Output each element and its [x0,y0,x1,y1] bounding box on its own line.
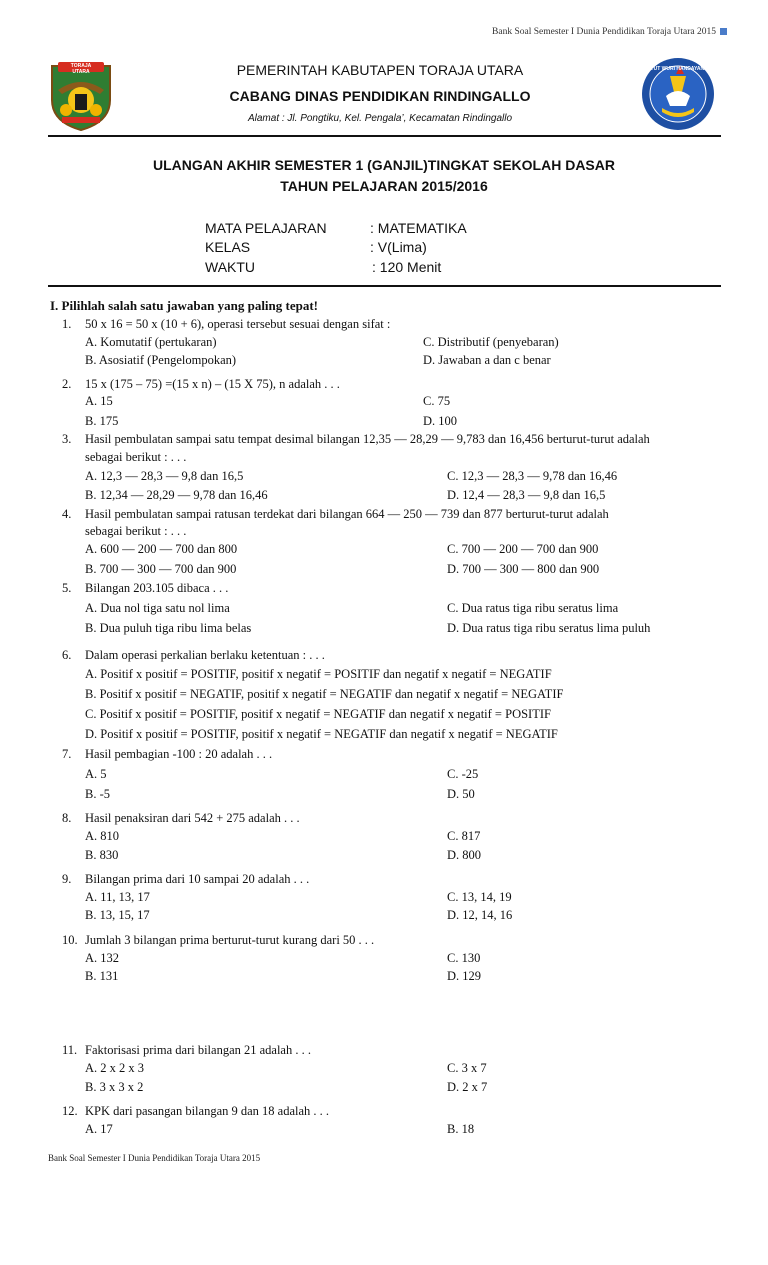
option-a: A. Dua nol tiga satu nol lima [85,601,230,615]
question-text: Hasil penaksiran dari 542 + 275 adalah . . . [85,811,300,825]
option-a: A. Positif x positif = POSITIF, positif x negatif = POSITIF dan negatif x negatif = NEGATIF [85,667,552,681]
page-footer: Bank Soal Semester I Dunia Pendidikan Toraja Utara 2015 [48,1153,261,1163]
question-number: 9. [62,872,72,886]
logo-left-text: TORAJA UTARA [70,63,92,75]
question-text: Dalam operasi perkalian berlaku ketentuan : . . . [85,648,325,662]
option-b: B. 12,34 — 28,29 — 9,78 dan 16,46 [85,488,268,502]
question-number: 6. [62,648,72,662]
running-header: Bank Soal Semester I Dunia Pendidikan Toraja Utara 2015 [492,27,716,37]
option-c: C. 12,3 — 28,3 — 9,78 dan 16,46 [447,469,618,483]
option-a: A. 600 — 200 — 700 dan 800 [85,542,238,556]
question-number: 3. [62,432,72,446]
option-a: A. 810 [85,829,120,843]
question-number: 7. [62,747,72,761]
option-d: D. 700 — 300 — 800 dan 900 [447,562,600,576]
question-number: 8. [62,811,72,825]
option-a: A. 12,3 — 28,3 — 9,8 dan 16,5 [85,469,244,483]
option-c: C. 817 [447,829,481,843]
option-b: B. Dua puluh tiga ribu lima belas [85,621,252,635]
question-text: Bilangan 203.105 dibaca . . . [85,581,229,595]
question-number: 5. [62,581,72,595]
option-a: A. 5 [85,767,107,781]
question-number: 1. [62,317,72,331]
option-c: C. 3 x 7 [447,1061,487,1075]
option-b: B. 175 [85,414,119,428]
option-a: A. 132 [85,951,120,965]
question-text-continued: sebagai berikut : . . . [85,450,187,464]
option-b: B. 700 — 300 — 700 dan 900 [85,562,237,576]
option-d: D. 50 [447,787,475,801]
institution-address: Alamat : Jl. Pongtiku, Kel. Pengala’, Kecamatan Rindingallo [247,113,513,124]
option-c: C. Distributif (penyebaran) [423,335,559,349]
question-text: 15 x (175 – 75) =(15 x n) – (15 X 75), n adalah . . . [85,377,340,391]
meta-subject-label: MATA PELAJARAN [205,220,327,236]
header-marker-icon [720,28,727,35]
question-number: 12. [62,1104,78,1118]
meta-subject-value: : MATEMATIKA [370,220,467,236]
question-number: 10. [62,933,78,947]
question-text: KPK dari pasangan bilangan 9 dan 18 adalah . . . [85,1104,330,1118]
option-b: B. 13, 15, 17 [85,908,150,922]
header-divider [48,135,721,137]
option-d: D. Positif x positif = POSITIF, positif x negatif = NEGATIF dan negatif x negatif = NEGATIF [85,727,558,741]
option-d: D. 800 [447,848,482,862]
option-c: C. 130 [447,951,481,965]
option-b: B. 830 [85,848,119,862]
option-d: D. Jawaban a dan c benar [423,353,551,367]
option-c: C. Dua ratus tiga ribu seratus lima [447,601,619,615]
option-b: B. 131 [85,969,119,983]
option-a: A. 11, 13, 17 [85,890,150,904]
meta-class-label: KELAS [205,239,251,255]
option-a: A. Komutatif (pertukaran) [85,335,217,349]
meta-time-value: : 120 Menit [372,259,442,275]
option-b: B. Asosiatif (Pengelompokan) [85,353,237,367]
option-c: C. Positif x positif = POSITIF, positif x negatif = NEGATIF dan negatif x negatif = POSITIF [85,707,551,721]
option-a: A. 15 [85,394,113,408]
option-c: C. 700 — 200 — 700 dan 900 [447,542,599,556]
option-d: D. 129 [447,969,482,983]
option-a: A. 2 x 2 x 3 [85,1061,145,1075]
meta-time-label: WAKTU [205,259,256,275]
option-c: C. -25 [447,767,479,781]
option-b: B. -5 [85,787,110,801]
option-c: C. 75 [423,394,451,408]
question-text: 50 x 16 = 50 x (10 + 6), operasi tersebut sesuai dengan sifat : [85,317,391,331]
question-number: 11. [62,1043,78,1057]
question-text: Faktorisasi prima dari bilangan 21 adalah . . . [85,1043,311,1057]
question-text: Jumlah 3 bilangan prima berturut-turut kurang dari 50 . . . [85,933,375,947]
option-d: D. 100 [423,414,458,428]
toraja-utara-logo [48,60,114,132]
option-d: D. 12,4 — 28,3 — 9,8 dan 16,5 [447,488,606,502]
question-text: Bilangan prima dari 10 sampai 20 adalah . . . [85,872,310,886]
option-b: B. 3 x 3 x 2 [85,1080,144,1094]
section-heading: I. Pilihlah salah satu jawaban yang paling tepat! [50,298,319,313]
option-c: B. 18 [447,1122,475,1136]
institution-line-2: CABANG DINAS PENDIDIKAN RINDINGALLO [229,88,531,104]
logo-right-text: TUT WURI HANDAYANI [650,66,706,72]
option-b: B. Positif x positif = NEGATIF, positif x negatif = NEGATIF dan negatif x negatif = NEGATIF [85,687,564,701]
option-d: D. Dua ratus tiga ribu seratus lima puluh [447,621,651,635]
option-d: D. 12, 14, 16 [447,908,513,922]
title-divider [48,285,721,287]
option-d: D. 2 x 7 [447,1080,488,1094]
question-text: Hasil pembagian -100 : 20 adalah . . . [85,747,273,761]
option-c: C. 13, 14, 19 [447,890,512,904]
question-number: 4. [62,507,72,521]
tut-wuri-handayani-logo [640,56,716,132]
question-text-continued: sebagai berikut : . . . [85,524,187,538]
exam-title: ULANGAN AKHIR SEMESTER 1 (GANJIL)TINGKAT SEKOLAH DASAR [152,157,615,173]
question-text: Hasil pembulatan sampai ratusan terdekat dari bilangan 664 — 250 — 739 dan 877 berturut-turut adalah [85,507,609,521]
institution-line-1: PEMERINTAH KABUTAPEN TORAJA UTARA [236,62,524,78]
question-number: 2. [62,377,72,391]
exam-year: TAHUN PELAJARAN 2015/2016 [280,178,488,194]
option-a: A. 17 [85,1122,113,1136]
meta-class-value: : V(Lima) [370,239,427,255]
question-text: Hasil pembulatan sampai satu tempat desimal bilangan 12,35 — 28,29 — 9,783 dan 16,456 berturut-turut adalah [85,432,650,446]
